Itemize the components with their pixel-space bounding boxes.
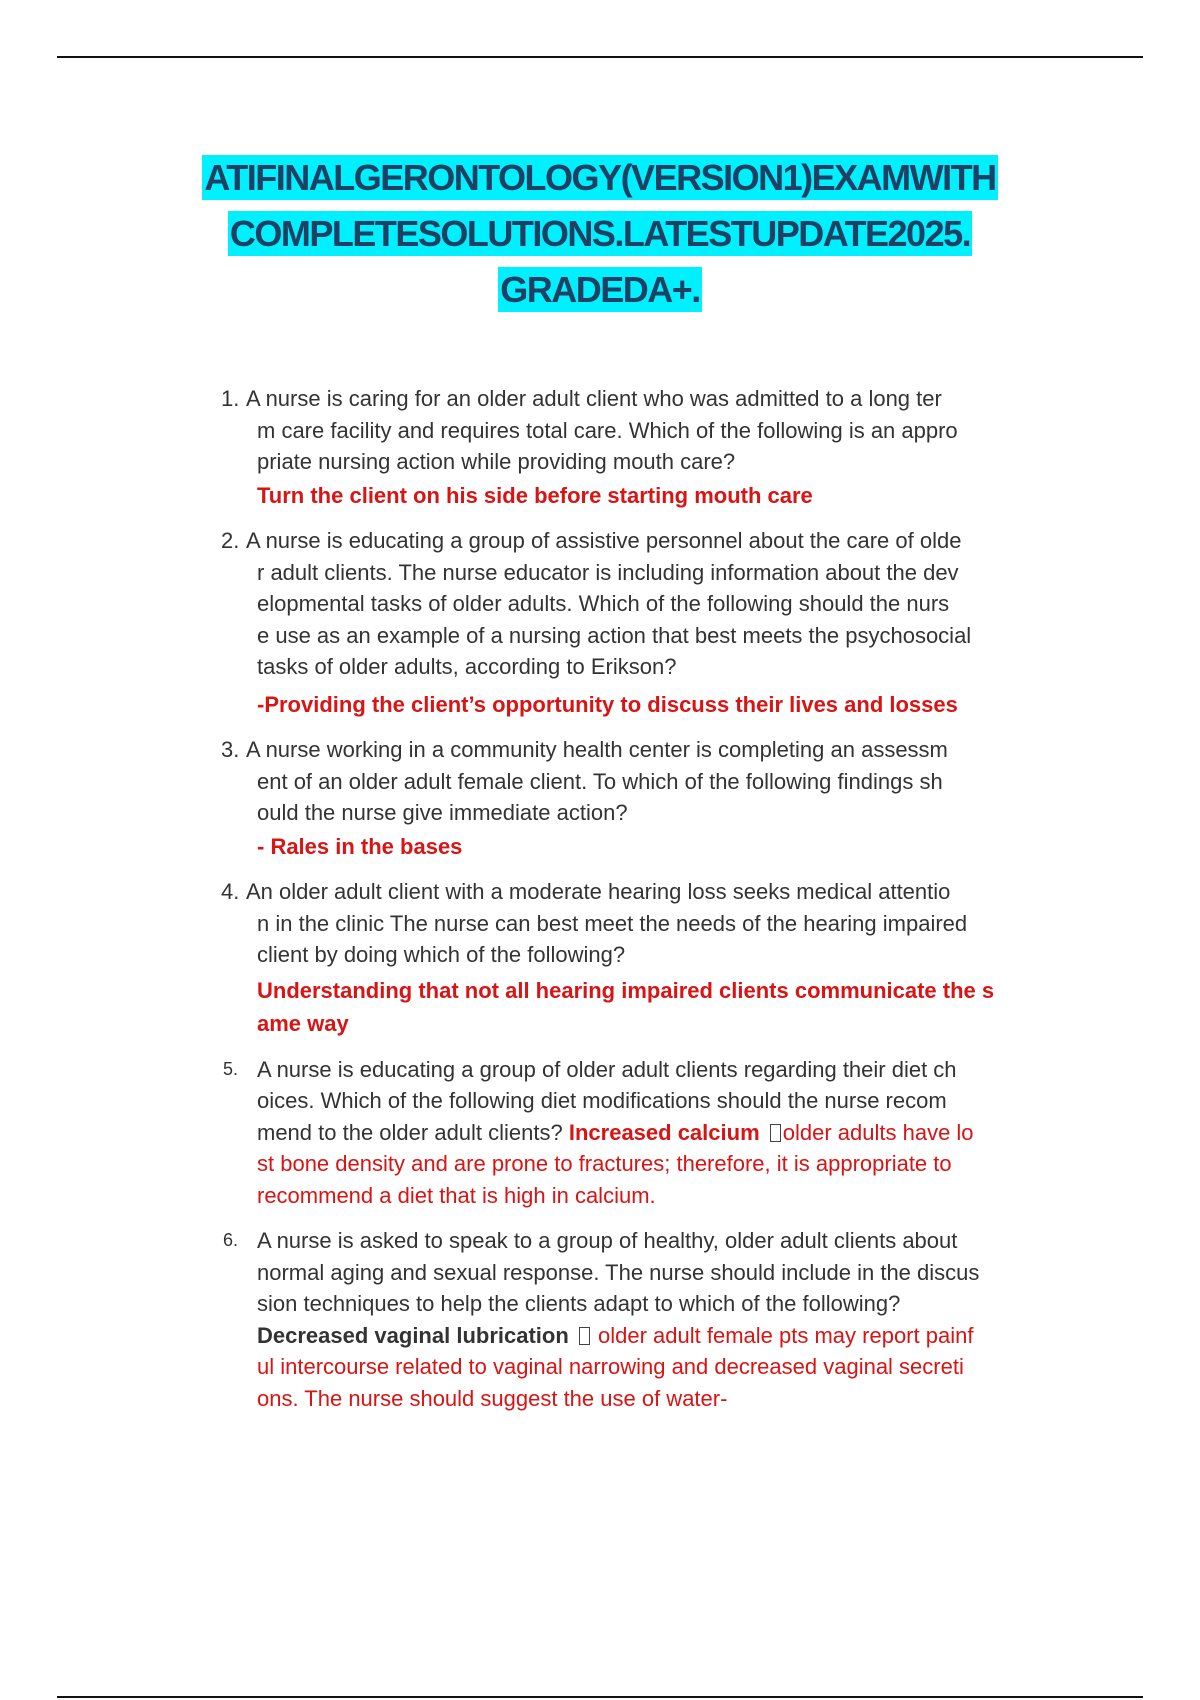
question-4 (221, 876, 1051, 1040)
title-line-1: ATIFINALGERONTOLOGY(VERSION1)EXAMWITH (204, 157, 996, 198)
title-line-3: GRADEDA+. (500, 269, 700, 310)
missing-glyph-icon (770, 1124, 781, 1142)
question-text-line: m care facility and requires total care. Which of the following is an appro (257, 417, 958, 443)
question-list (221, 383, 1051, 1428)
question-text-line: An older adult client with a moderate hearing loss seeks medical attentio (246, 879, 951, 904)
question-answer-line (257, 1117, 1051, 1149)
question-number: 6. (223, 1230, 239, 1250)
question-text-line: A nurse working in a community health center is completing an assessm (246, 737, 948, 762)
title-line-2: COMPLETESOLUTIONS.LATESTUPDATE2025. (229, 213, 971, 254)
question-text-line: oices. Which of the following diet modifications should the nurse recom (257, 1088, 947, 1113)
question-text-line: A nurse is caring for an older adult client who was admitted to a long ter (246, 386, 942, 411)
question-text-line: ould the nurse give immediate action? (257, 800, 628, 825)
question-text-line: sion techniques to help the clients adapt to which of the following? (257, 1291, 901, 1316)
question-3 (221, 734, 1051, 862)
question-text-line: elopmental tasks of older adults. Which of the following should the nurs (257, 591, 950, 616)
missing-glyph-icon (579, 1327, 590, 1345)
question-text-line: n in the clinic The nurse can best meet the needs of the hearing impaired (257, 910, 968, 936)
question-text-line: priate nursing action while providing mouth care? (257, 449, 736, 474)
question-6 (221, 1225, 1051, 1414)
answer-text-line: Understanding that not all hearing impaired clients communicate the s (257, 977, 995, 1003)
question-text-line: ent of an older adult female client. To which of the following findings sh (257, 768, 943, 794)
question-5 (221, 1054, 1051, 1212)
question-number: 5. (223, 1058, 239, 1079)
answer-text: Turn the client on his side before starting mouth care (257, 482, 813, 508)
question-text-line: client by doing which of the following? (257, 942, 626, 967)
explanation-text: older adults have lo (782, 1119, 974, 1145)
answer-text: - Rales in the bases (257, 833, 463, 859)
question-number: 1. (221, 386, 240, 411)
question-text-line: r adult clients. The nurse educator is including information about the dev (257, 559, 959, 585)
question-number: 4. (221, 879, 240, 904)
question-number: 3. (221, 737, 240, 762)
answer-text: -Providing the client’s opportunity to discuss their lives and losses (257, 691, 958, 717)
question-text-line: e use as an example of a nursing action that best meets the psychosocial (257, 622, 972, 648)
question-text-line: A nurse is asked to speak to a group of healthy, older adult clients about (257, 1228, 958, 1253)
top-rule (57, 56, 1143, 58)
question-2 (221, 525, 1051, 720)
document-title (100, 150, 1100, 318)
answer-text-line: ame way (257, 1011, 349, 1036)
explanation-text: older adult female pts may report painf (591, 1322, 974, 1348)
question-1 (221, 383, 1051, 511)
question-text-line: normal aging and sexual response. The nurse should include in the discus (257, 1259, 980, 1285)
explanation-text-line: st bone density and are prone to fractures; therefore, it is appropriate to (257, 1151, 952, 1176)
question-number: 2. (221, 528, 240, 553)
question-answer-line (257, 1320, 1051, 1352)
question-text-fragment: mend to the older adult clients? (257, 1119, 569, 1145)
answer-text: Decreased vaginal lubrication (257, 1322, 575, 1348)
bottom-rule (57, 1696, 1143, 1698)
question-text-line: A nurse is educating a group of older adult clients regarding their diet ch (257, 1056, 957, 1082)
question-text-line: tasks of older adults, according to Erikson? (257, 654, 677, 679)
explanation-text-line: ons. The nurse should suggest the use of water- (257, 1385, 728, 1411)
question-text-line: A nurse is educating a group of assistive personnel about the care of olde (246, 528, 962, 553)
answer-text: Increased calcium (568, 1119, 766, 1145)
explanation-text-line: recommend a diet that is high in calcium. (257, 1182, 656, 1208)
explanation-text-line: ul intercourse related to vaginal narrowing and decreased vaginal secreti (257, 1354, 964, 1379)
